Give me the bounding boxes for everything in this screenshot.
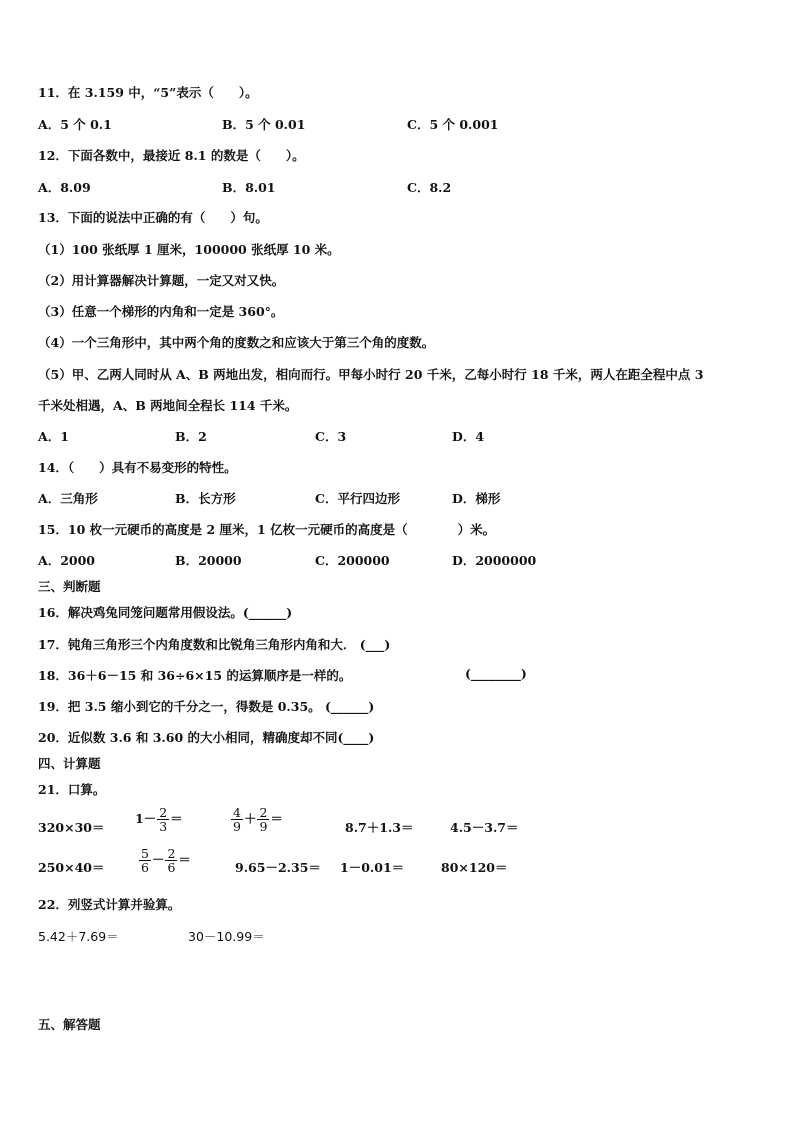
q14-option-d[interactable]: D．梯形 — [452, 491, 501, 506]
q17: 17．钝角三角形三个内角度数和比锐角三角形内角和大． (___) — [38, 637, 391, 652]
q12-option-a[interactable]: A．8.09 — [38, 180, 91, 195]
denominator: 3 — [159, 819, 168, 835]
q15-stem: 15．10 枚一元硬币的高度是 2 厘米，1 亿枚一元硬币的高度是（ ）米。 — [38, 522, 496, 537]
q13-option-b[interactable]: B．2 — [175, 429, 207, 444]
q19: 19．把 3.5 缩小到它的千分之一，得数是 0.35。 (______) — [38, 699, 375, 714]
equals-sign: ＝ — [178, 852, 191, 868]
q13-item-1: （1）100 张纸厚 1 厘米，100000 张纸厚 10 米。 — [38, 242, 340, 257]
whole-part: 1－ — [135, 811, 157, 827]
q21-expr-5: 9.65－2.35＝ — [235, 860, 321, 875]
q13-stem: 13．下面的说法中正确的有（ ）句。 — [38, 210, 268, 225]
numerator: 2 — [259, 805, 268, 820]
q15-option-b[interactable]: B．20000 — [175, 553, 242, 568]
q22-expr-1: 5.42＋7.69＝ — [38, 929, 119, 944]
q11-stem: 11．在 3.159 中，“5”表示（ ）。 — [38, 85, 258, 100]
fraction — [165, 847, 177, 874]
fraction — [157, 806, 169, 833]
section-answer-heading: 五、解答题 — [38, 1017, 101, 1032]
equals-sign: ＝ — [170, 811, 183, 827]
q16: 16．解决鸡兔同笼问题常用假设法。(______) — [38, 605, 293, 620]
q13-item-4: （4）一个三角形中，其中两个角的度数之和应该大于第三个角的度数。 — [38, 335, 435, 350]
q20: 20．近似数 3.6 和 3.60 的大小相同，精确度却不同(____) — [38, 730, 375, 745]
q21-expr-frac-1 — [135, 806, 183, 833]
q22-expr-2: 30－10.99＝ — [188, 929, 265, 944]
operator: － — [151, 852, 165, 868]
equals-sign: ＝ — [270, 811, 283, 827]
q18: 18．36＋6－15 和 36÷6×15 的运算顺序是一样的。 — [38, 668, 352, 683]
operator: ＋ — [243, 811, 257, 827]
section-judge-heading: 三、判断题 — [38, 579, 101, 594]
q18-answer-blank[interactable]: (________) — [465, 666, 527, 681]
q21-expr-2: 8.7＋1.3＝ — [345, 820, 414, 835]
q11-option-a[interactable]: A．5 个 0.1 — [38, 117, 112, 132]
q15-option-c[interactable]: C．200000 — [315, 553, 390, 568]
q13-option-c[interactable]: C．3 — [315, 429, 347, 444]
q21-expr-3: 4.5－3.7＝ — [450, 820, 519, 835]
q21-expr-7: 80×120＝ — [441, 860, 508, 875]
denominator: 6 — [141, 860, 149, 876]
numerator: 5 — [141, 846, 149, 861]
q15-option-d[interactable]: D．2000000 — [452, 553, 537, 568]
q21-expr-1: 320×30＝ — [38, 820, 105, 835]
q21-stem: 21．口算。 — [38, 782, 106, 797]
numerator: 2 — [159, 805, 168, 820]
denominator: 9 — [233, 819, 241, 835]
q15-option-a[interactable]: A．2000 — [38, 553, 95, 568]
q11-option-b[interactable]: B．5 个 0.01 — [222, 117, 306, 132]
q13-item-5-cont: 千米处相遇，A、B 两地间全程长 114 千米。 — [38, 398, 298, 413]
section-calc-heading: 四、计算题 — [38, 756, 101, 771]
q13-option-a[interactable]: A．1 — [38, 429, 69, 444]
q13-option-d[interactable]: D．4 — [452, 429, 485, 444]
denominator: 9 — [259, 819, 268, 835]
q21-expr-frac-2 — [230, 806, 283, 833]
q14-option-c[interactable]: C．平行四边形 — [315, 491, 400, 506]
denominator: 6 — [167, 860, 176, 876]
numerator: 2 — [167, 846, 176, 861]
numerator: 4 — [233, 805, 241, 820]
q12-option-b[interactable]: B．8.01 — [222, 180, 276, 195]
fraction — [139, 847, 151, 874]
q13-item-2: （2）用计算器解决计算题，一定又对又快。 — [38, 273, 285, 288]
q22-stem: 22．列竖式计算并验算。 — [38, 897, 181, 912]
q11-option-c[interactable]: C．5 个 0.001 — [407, 117, 499, 132]
q13-item-5: （5）甲、乙两人同时从 A、B 两地出发，相向而行。甲每小时行 20 千米，乙每小时行 18 千米，两人在距全程中点 3 — [38, 367, 704, 382]
q12-option-c[interactable]: C．8.2 — [407, 180, 452, 195]
q14-option-a[interactable]: A．三角形 — [38, 491, 98, 506]
q13-item-3: （3）任意一个梯形的内角和一定是 360°。 — [38, 304, 284, 319]
q21-expr-4: 250×40＝ — [38, 860, 105, 875]
q12-stem: 12．下面各数中，最接近 8.1 的数是（ ）。 — [38, 148, 305, 163]
q14-option-b[interactable]: B．长方形 — [175, 491, 236, 506]
q21-expr-frac-3 — [138, 847, 191, 874]
q14-stem: 14．（ ）具有不易变形的特性。 — [38, 460, 237, 475]
fraction — [231, 806, 243, 833]
fraction — [257, 806, 269, 833]
q21-expr-6: 1－0.01＝ — [340, 860, 405, 875]
